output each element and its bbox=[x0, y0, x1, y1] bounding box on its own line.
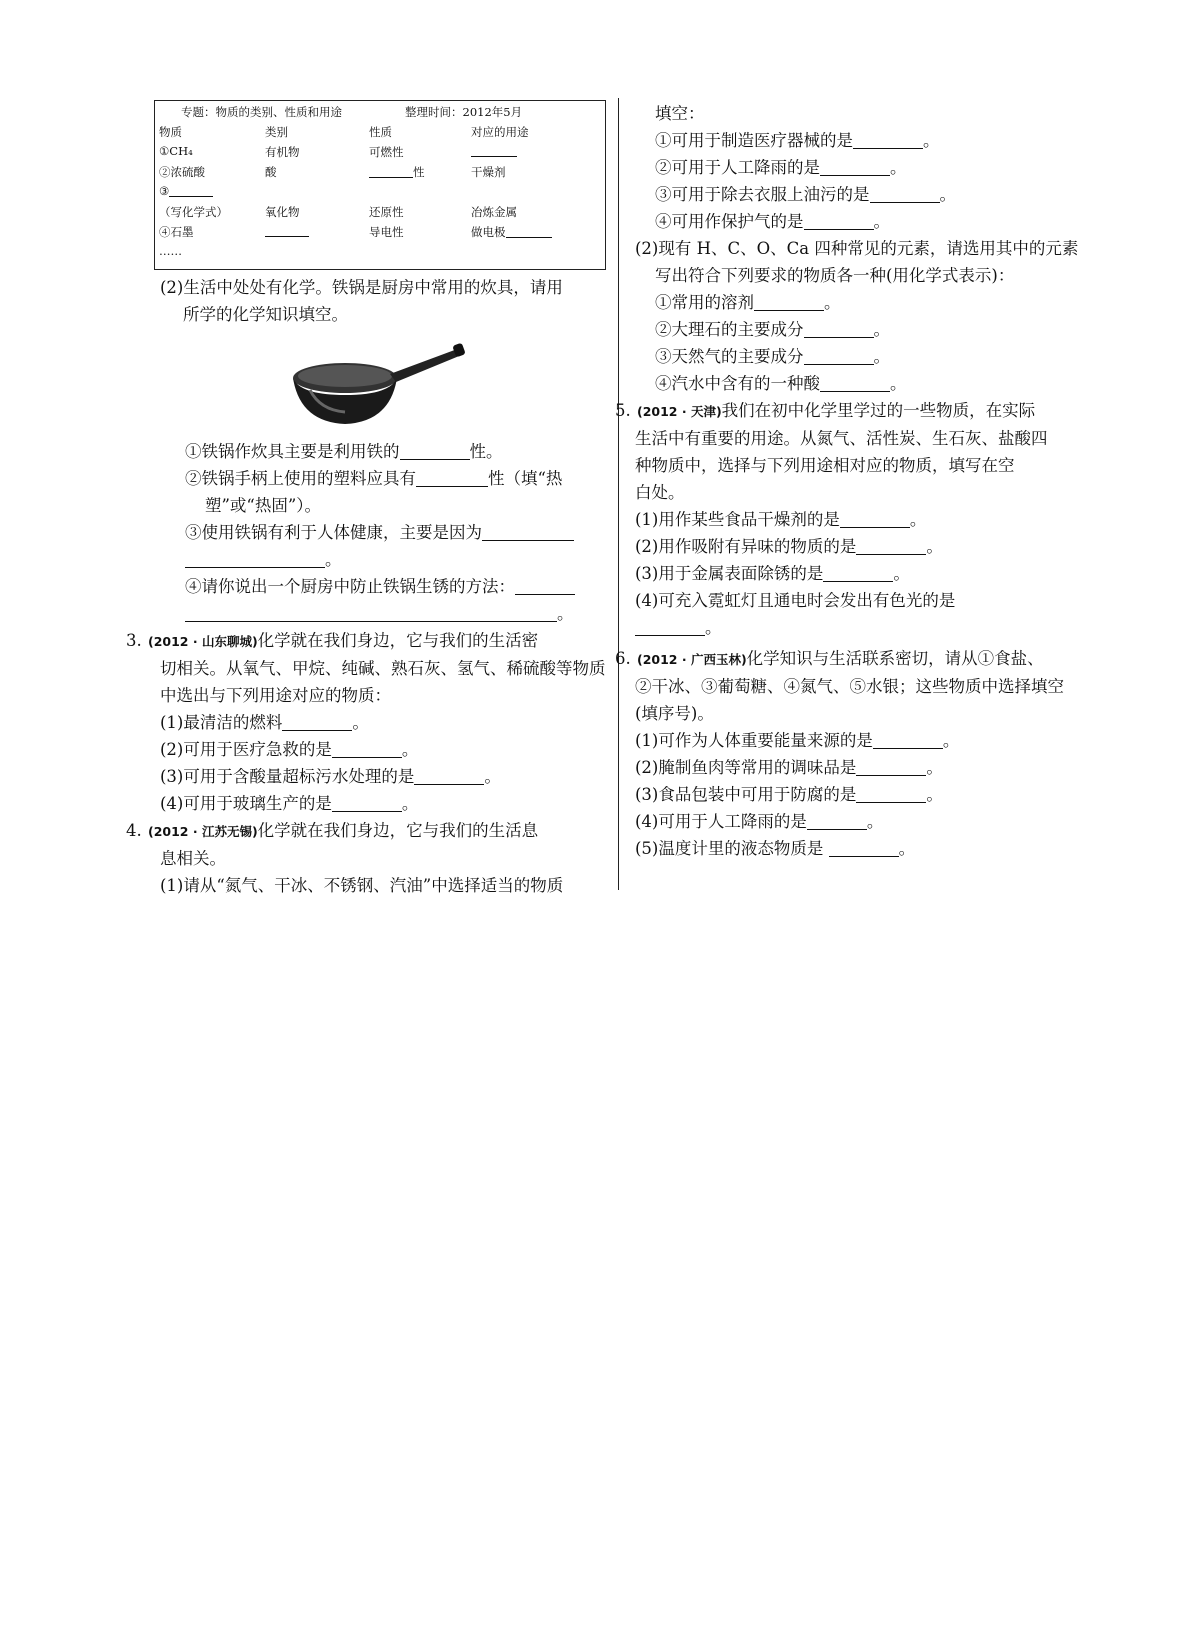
q2-item-2-cont: 塑”或“热固”）。 bbox=[205, 496, 322, 515]
q4-part2-cont: 写出符合下列要求的物质各一种(用化学式表示)： bbox=[655, 266, 1015, 285]
answer-blank[interactable] bbox=[332, 793, 402, 812]
q2-stem: (2)生活中处处有化学。铁锅是厨房中常用的炊具，请用 bbox=[160, 278, 563, 297]
answer-blank[interactable] bbox=[185, 603, 557, 622]
q5-stem: 白处。 bbox=[635, 483, 685, 502]
table-header-row bbox=[159, 124, 601, 142]
q4-part1: (1)请从“氮气、干冰、不锈钢、汽油”中选择适当的物质 bbox=[160, 876, 564, 895]
left-column bbox=[126, 100, 608, 899]
table-header: 性质 bbox=[369, 125, 392, 139]
table-cell: （写化学式） bbox=[159, 205, 228, 219]
q6-item: (5)温度计里的液态物质是 。 bbox=[635, 839, 916, 858]
q6-stem: ②干冰、③葡萄糖、④氮气、⑤水银；这些物质中选择填空 bbox=[635, 677, 1064, 696]
table-row bbox=[159, 144, 601, 162]
right-column bbox=[615, 100, 1105, 862]
source-label: (2012 · 广西玉林) bbox=[637, 652, 747, 667]
answer-blank[interactable] bbox=[853, 130, 923, 149]
table-row bbox=[159, 164, 601, 182]
table-row bbox=[159, 244, 601, 262]
answer-blank[interactable] bbox=[416, 468, 488, 487]
q3-item: (1)最清洁的燃料 。 bbox=[160, 713, 369, 732]
answer-blank[interactable] bbox=[807, 811, 867, 830]
q5-item: (3)用于金属表面除锈的是 。 bbox=[635, 564, 910, 583]
answer-blank[interactable] bbox=[282, 712, 352, 731]
q2-item-4: ④请你说出一个厨房中防止铁锅生锈的方法： bbox=[140, 573, 608, 600]
table-blank[interactable] bbox=[471, 144, 517, 158]
q6-stem: (填序号)。 bbox=[635, 704, 714, 723]
answer-blank[interactable] bbox=[823, 563, 893, 582]
q3-stem: 中选出与下列用途对应的物质： bbox=[160, 686, 391, 705]
answer-blank[interactable] bbox=[754, 292, 824, 311]
q6-item: (2)腌制鱼肉等常用的调味品是 。 bbox=[635, 758, 943, 777]
table-cell: 干燥剂 bbox=[471, 165, 506, 179]
answer-blank[interactable] bbox=[873, 730, 943, 749]
source-label: (2012 · 山东聊城) bbox=[148, 634, 258, 649]
table-cell-blank[interactable] bbox=[159, 184, 213, 198]
q5-item: (4)可充入霓虹灯且通电时会发出有色光的是 bbox=[635, 591, 956, 610]
q4-part1-item: ③可用于除去衣服上油污的是 。 bbox=[655, 185, 956, 204]
q5-stem: 种物质中，选择与下列用途相对应的物质，填写在空 bbox=[635, 456, 1015, 475]
table-ellipsis: …… bbox=[159, 244, 182, 258]
q3-item: (2)可用于医疗急救的是 。 bbox=[160, 740, 419, 759]
answer-blank[interactable] bbox=[856, 757, 926, 776]
q6-stem: 6. (2012 · 广西玉林)化学知识与生活联系密切，请从①食盐、 bbox=[615, 649, 1044, 668]
column-divider bbox=[618, 98, 619, 890]
table-date: 整理时间：2012年5月 bbox=[405, 105, 523, 119]
q2-item-3: ③使用铁锅有利于人体健康，主要是因为 bbox=[140, 519, 608, 546]
table-header: 物质 bbox=[159, 125, 182, 139]
answer-blank[interactable] bbox=[804, 211, 874, 230]
table-cell: ④石墨 bbox=[159, 225, 194, 239]
answer-blank[interactable] bbox=[804, 346, 874, 365]
table-cell: ①CH₄ bbox=[159, 144, 193, 158]
table-cell: 冶炼金属 bbox=[471, 205, 517, 219]
table-cell: 可燃性 bbox=[369, 145, 404, 159]
table-row bbox=[159, 224, 601, 242]
table-cell: 导电性 bbox=[369, 225, 404, 239]
answer-blank[interactable] bbox=[482, 522, 574, 541]
answer-blank[interactable] bbox=[414, 766, 484, 785]
table-cell: 酸 bbox=[265, 165, 277, 179]
q4-stem: 息相关。 bbox=[160, 849, 226, 868]
q2-item-3-cont: 。 bbox=[140, 546, 608, 573]
q6-item: (4)可用于人工降雨的是 。 bbox=[635, 812, 884, 831]
source-label: (2012 · 江苏无锡) bbox=[148, 824, 258, 839]
q2-item-1: ①铁锅作炊具主要是利用铁的 性。 bbox=[185, 442, 503, 461]
table-cell: 还原性 bbox=[369, 205, 404, 219]
q5-item: (2)用作吸附有异味的物质的是 。 bbox=[635, 537, 943, 556]
table-title: 专题：物质的类别、性质和用途 bbox=[181, 105, 342, 119]
q4-stem: 4. (2012 · 江苏无锡)化学就在我们身边，它与我们的生活息 bbox=[126, 821, 539, 840]
q5-stem: 生活中有重要的用途。从氮气、活性炭、生石灰、盐酸四 bbox=[635, 429, 1048, 448]
answer-blank[interactable] bbox=[635, 617, 705, 636]
table-cell-blank[interactable] bbox=[471, 224, 552, 240]
q4-part1-item: ②可用于人工降雨的是 。 bbox=[655, 158, 907, 177]
summary-table bbox=[154, 100, 606, 270]
answer-blank[interactable] bbox=[332, 739, 402, 758]
wok-image bbox=[290, 340, 470, 430]
q5-item: (1)用作某些食品干燥剂的是 。 bbox=[635, 510, 927, 529]
q2-item-2: ②铁锅手柄上使用的塑料应具有 性（填“热 bbox=[185, 469, 563, 488]
answer-blank[interactable] bbox=[856, 784, 926, 803]
answer-blank[interactable] bbox=[856, 536, 926, 555]
answer-blank[interactable] bbox=[820, 157, 890, 176]
table-cell: 性 bbox=[413, 165, 425, 179]
table-cell: ③ bbox=[159, 184, 170, 198]
q3-stem: 切相关。从氧气、甲烷、纯碱、熟石灰、氢气、稀硫酸等物质 bbox=[160, 659, 606, 678]
q3-item: (3)可用于含酸量超标污水处理的是 。 bbox=[160, 767, 501, 786]
q4-part1-cont: 填空： bbox=[655, 104, 705, 123]
q4-part1-item: ④可用作保护气的是 。 bbox=[655, 212, 890, 231]
answer-blank[interactable] bbox=[185, 549, 325, 568]
answer-blank[interactable] bbox=[840, 509, 910, 528]
source-label: (2012 · 天津) bbox=[637, 404, 722, 419]
q5-item-cont: 。 bbox=[635, 614, 1105, 641]
q3-item: (4)可用于玻璃生产的是 。 bbox=[160, 794, 419, 813]
table-header: 对应的用途 bbox=[471, 125, 529, 139]
table-cell: 氧化物 bbox=[265, 205, 300, 219]
q4-part2-item: ④汽水中含有的一种酸 。 bbox=[655, 374, 907, 393]
q6-item: (3)食品包装中可用于防腐的是 。 bbox=[635, 785, 943, 804]
table-blank[interactable] bbox=[265, 224, 309, 238]
q2-item-4-cont: 。 bbox=[140, 600, 608, 627]
q4-part1-item: ①可用于制造医疗器械的是 。 bbox=[655, 131, 940, 150]
q4-part2-item: ③天然气的主要成分 。 bbox=[655, 347, 890, 366]
table-title-row bbox=[159, 104, 601, 122]
q3-stem: 3. (2012 · 山东聊城)化学就在我们身边，它与我们的生活密 bbox=[126, 631, 539, 650]
table-cell: 有机物 bbox=[265, 145, 300, 159]
answer-blank[interactable] bbox=[820, 373, 890, 392]
q4-part2: (2)现有 H、C、O、Ca 四种常见的元素，请选用其中的元素 bbox=[635, 239, 1079, 258]
table-row bbox=[159, 184, 601, 202]
q6-item: (1)可作为人体重要能量来源的是 。 bbox=[635, 731, 960, 750]
table-cell: 做电极 bbox=[471, 225, 506, 239]
table-header: 类别 bbox=[265, 125, 288, 139]
answer-blank[interactable] bbox=[804, 319, 874, 338]
answer-blank[interactable] bbox=[515, 576, 575, 595]
q4-part2-item: ②大理石的主要成分 。 bbox=[655, 320, 890, 339]
table-cell: ②浓硫酸 bbox=[159, 165, 205, 179]
answer-blank[interactable] bbox=[829, 838, 899, 857]
table-row bbox=[159, 204, 601, 222]
table-cell-blank[interactable] bbox=[369, 164, 425, 180]
answer-blank[interactable] bbox=[400, 441, 470, 460]
q4-part2-item: ①常用的溶剂 。 bbox=[655, 293, 841, 312]
answer-blank[interactable] bbox=[870, 184, 940, 203]
q2-stem: 所学的化学知识填空。 bbox=[183, 305, 348, 324]
q5-stem: 5. (2012 · 天津)我们在初中化学里学过的一些物质，在实际 bbox=[615, 401, 1036, 420]
